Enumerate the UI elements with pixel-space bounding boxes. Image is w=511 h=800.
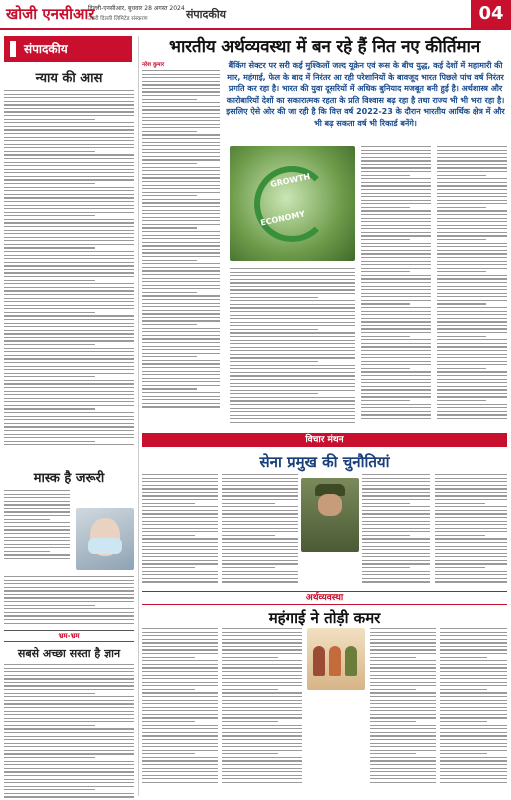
main-deck: बैंकिंग सेक्टर पर सरी कई मुश्किलों जल्द यूक्रेन एवं रूस के बीच युद्ध, कई देशों में महामारी की मार, महंगाई, फेल के बाद में निरंतर आ रही परेशानियों के बावजूद भारत पिछले पांच वर्ष निरंतर प्रगति कर रहा है। भारत की युवा दूसरियों में अधिक बुनियाद मजबूत बनी हुई है। अर्थशास्त्र और कारोबारियों देशों का सकारात्मक रहता के प्रति विश्वास बढ़ रहा है तथा राज्य भी भी भरा रहा है। इसलिए ऐसे ओर की जा रही है कि वित्त वर्ष 2022-23 के दौरान भारतीय आर्थिक क्षेत्र में और भी बढ़ सकता वर्ष भी रिकार्ड बनेंगे। [226, 61, 505, 128]
image-label-economy: ECONOMY [259, 209, 306, 228]
edition-line: उत्तरी दिल्ली लिमिटेड संस्करण [88, 16, 148, 22]
date-line: दिल्ली-एनसीआर, बुधवार 28 अगस्त 2024 [88, 5, 185, 12]
masthead [0, 0, 511, 30]
inflation-body-col2 [222, 628, 302, 785]
inflation-headline: महंगाई ने तोड़ी कमर [268, 609, 381, 627]
masked-person-photo [76, 508, 134, 570]
editorial-body-3 [4, 664, 134, 800]
growth-economy-photo [230, 146, 355, 261]
editorial-body-1 [4, 90, 134, 448]
left-column [4, 36, 134, 796]
vichar-section-bar: विचार मंथन [142, 433, 507, 447]
editorial-banner: संपादकीय [4, 36, 132, 62]
main-body-col4 [437, 146, 507, 422]
army-headline: सेना प्रमुख की चुनौतियां [259, 453, 390, 471]
page-number: 04 [471, 0, 511, 28]
inflation-body-col4 [440, 628, 507, 785]
army-body-col2 [222, 474, 298, 585]
army-body-col3 [362, 474, 430, 585]
inflation-body-col1 [142, 628, 218, 785]
editorial-title-nyay: न्याय की आस [35, 71, 103, 86]
newspaper-name: खोजी एनसीआर [6, 5, 95, 23]
main-body-col1 [142, 70, 220, 410]
army-chief-photo [301, 478, 359, 552]
column-tag: भ्रम-भ्रम [4, 630, 134, 642]
people-photo [307, 628, 365, 690]
main-body-col3 [361, 146, 431, 422]
army-body-col4 [435, 474, 507, 585]
main-body-col2 [230, 268, 355, 425]
army-body-col1 [142, 474, 218, 585]
editorial-body-2a [4, 490, 70, 562]
image-label-growth: GROWTH [269, 171, 312, 190]
economy-section-bar: अर्थव्यवस्था [142, 591, 507, 605]
section-title: संपादकीय [186, 8, 227, 21]
inflation-body-col3 [370, 628, 436, 785]
main-headline: भारतीय अर्थव्यवस्था में बन रहे हैं नित नए कीर्तिमान [169, 37, 480, 57]
editorial-title-mask: मास्क है जरूरी [33, 471, 105, 486]
main-author: नरेश कुमार [142, 62, 165, 68]
editorial-title-gyan: सबसे अच्छा सस्ता है ज्ञान [17, 647, 121, 660]
editorial-body-2b [4, 576, 134, 626]
